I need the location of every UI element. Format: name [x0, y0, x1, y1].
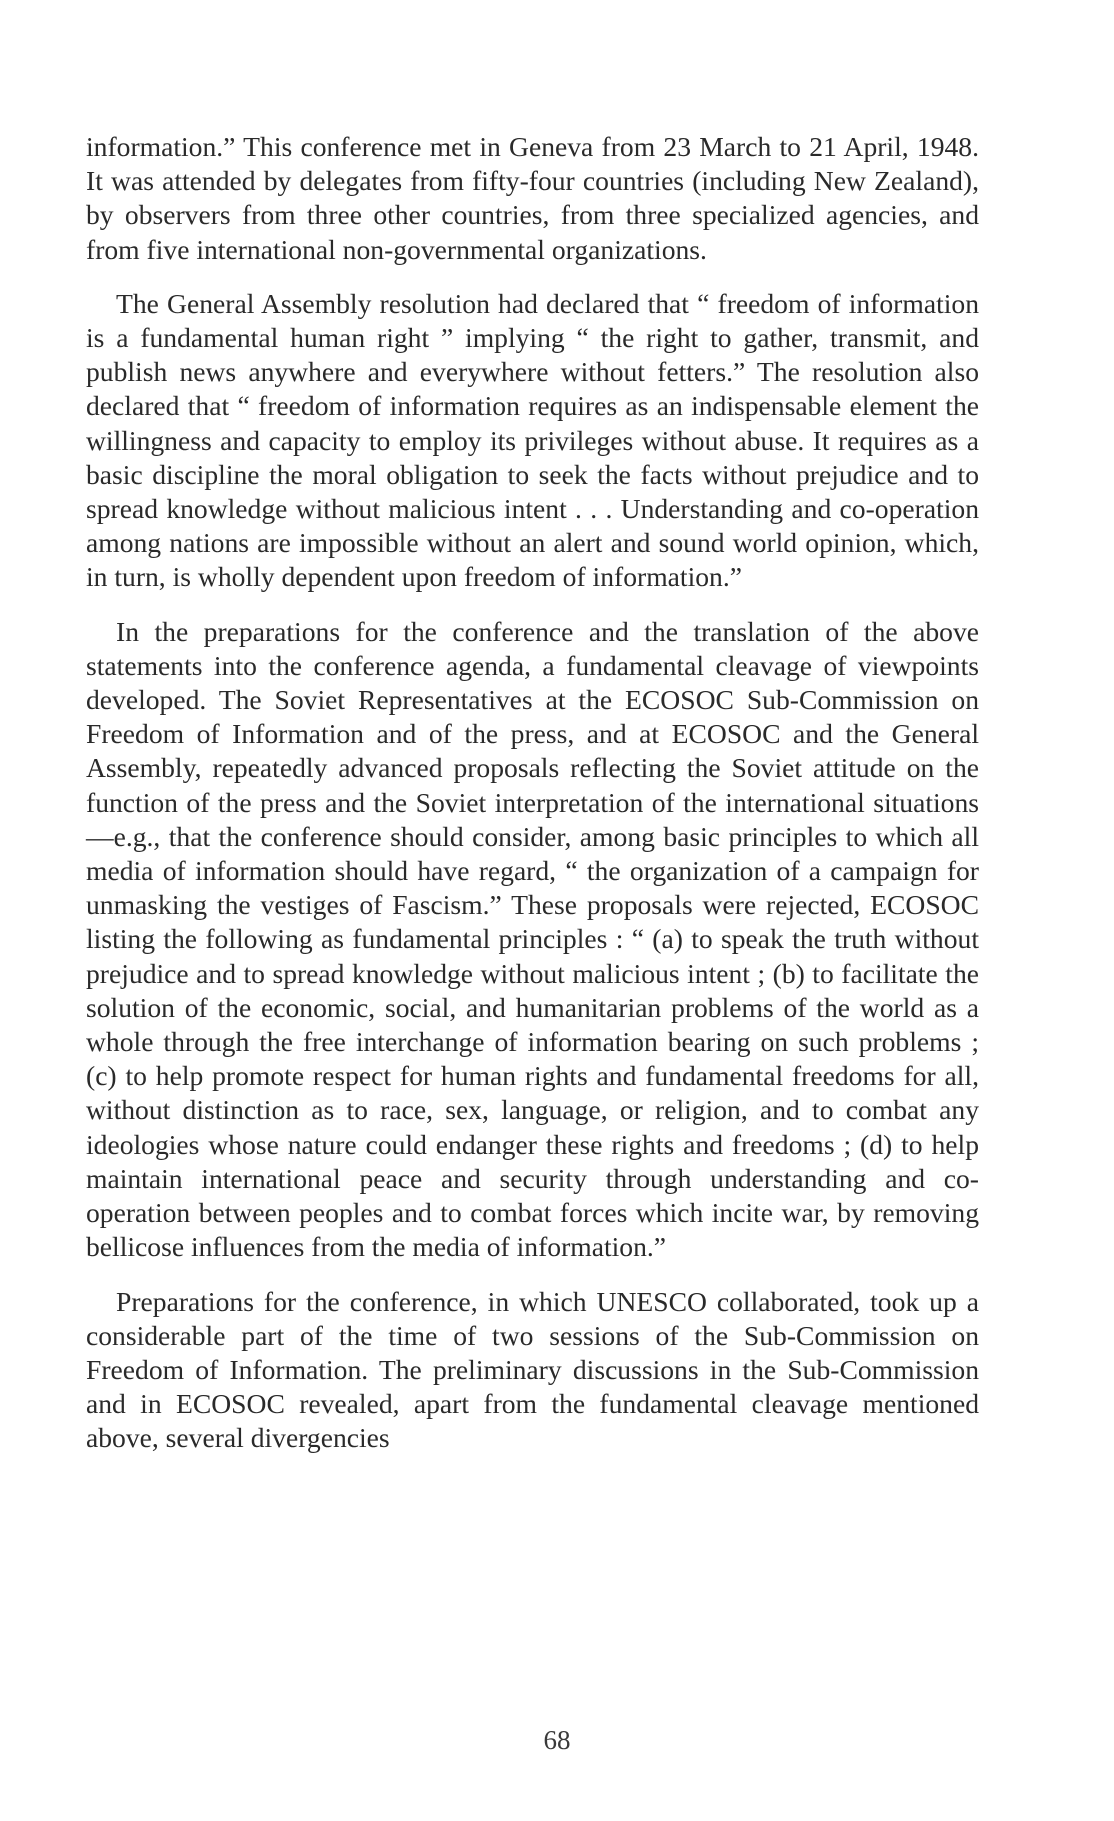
paragraph-3: In the preparations for the conference and the translation of the above statements into the conference agenda, a fundamental cleavage of viewpoints developed. The Soviet Representatives at the ECOSOC Sub-Commission on Freedom of Information and of the press, and at ECOSOC and the General Assembly, repeatedly advanced proposals reflecting the Soviet attitude on the function of the press and the Soviet interpretation of the international situations—e.g., that the conference should consider, among basic principles to which all media of information should have regard, “ the organization of a campaign for unmasking the vestiges of Fascism.” These proposals were rejected, ECOSOC listing the following as fundamental principles : “ (a) to speak the truth without prejudice and to spread knowledge without malicious intent ; (b) to facilitate the solution of the economic, social, and humanitarian problems of the world as a whole through the free interchange of information bearing on such problems ; (c) to help promote respect for human rights and fundamental freedoms for all, without distinction as to race, sex, language, or religion, and to combat any ideologies whose nature could endanger these rights and freedoms ; (d) to help maintain international peace and security through understanding and co-operation between peoples and to combat forces which incite war, by removing bellicose influences from the media of information.”: [86, 615, 979, 1263]
page-number: 68: [543, 1725, 571, 1755]
document-page: [86, 130, 979, 1476]
paragraph-1: information.” This conference met in Geneva from 23 March to 21 April, 1948. It was attended by delegates from fifty-four countries (including New Zealand), by observers from three other countries, from three specialized agencies, and from five international non-governmental organizations.: [86, 131, 979, 265]
paragraph-4: Preparations for the conference, in which UNESCO collaborated, took up a considerable part of the time of two sessions of the Sub-Commission on Freedom of Information. The preliminary discussions in the Sub-Commission and in ECOSOC revealed, apart from the fundamental cleavage mentioned above, several divergencies: [86, 1285, 979, 1454]
paragraph-2: The General Assembly resolution had declared that “ freedom of information is a fundamental human right ” implying “ the right to gather, transmit, and publish news anywhere and everywhere without fetters.” The resolution also declared that “ freedom of information requires as an indispensable element the willingness and capacity to employ its privileges without abuse. It requires as a basic discipline the moral obligation to seek the facts without prejudice and to spread knowledge without malicious intent . . . Understanding and co-operation among nations are impossible without an alert and sound world opinion, which, in turn, is wholly dependent upon freedom of information.”: [86, 287, 979, 593]
